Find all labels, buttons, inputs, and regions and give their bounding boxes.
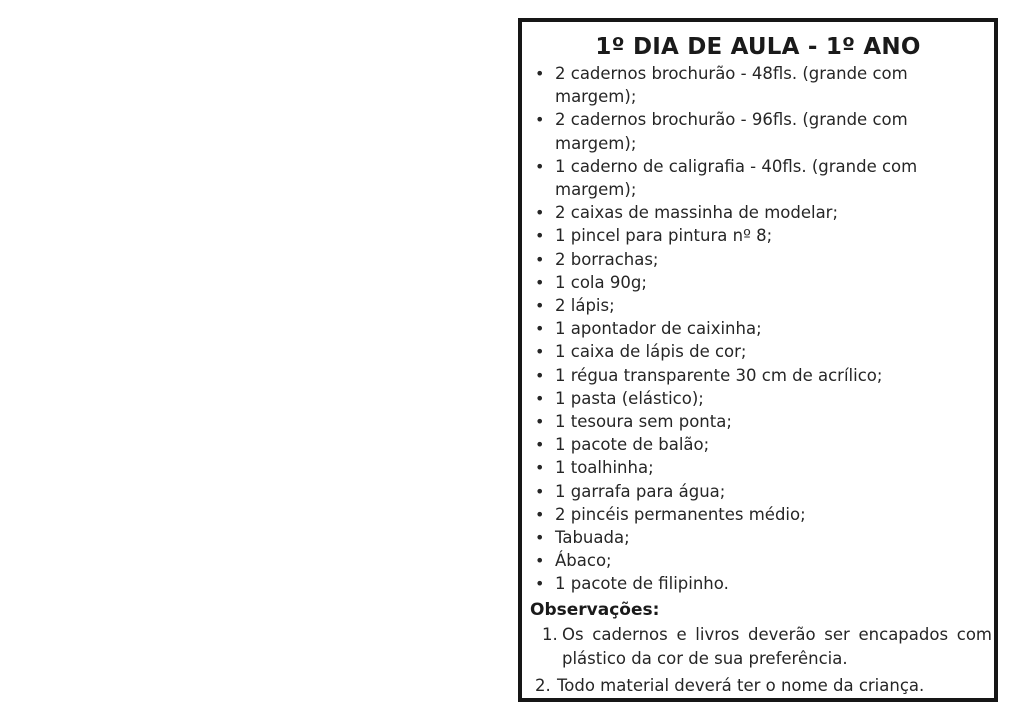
observations-list [530, 623, 992, 698]
list-item [532, 549, 984, 572]
list-item [532, 108, 984, 154]
list-item-text: 1 pacote de filipinho. [555, 574, 729, 594]
list-item [532, 387, 984, 410]
list-item-text: 2 cadernos brochurão - 96fls. (grande com margem); [555, 110, 908, 153]
bullet-icon: • [535, 481, 545, 501]
list-item-text: 1 pincel para pintura nº 8; [555, 226, 773, 246]
bullet-icon: • [535, 528, 545, 548]
page-title: 1º DIA DE AULA - 1º ANO [595, 34, 921, 60]
list-item-text: 1 toalhinha; [555, 458, 654, 478]
list-item-text: 2 cadernos brochurão - 48fls. (grande com margem); [555, 64, 908, 107]
list-item [532, 503, 984, 526]
list-item [532, 364, 984, 387]
observation-number: 2. [535, 676, 551, 695]
list-item-text: 1 caderno de caligrafia - 40fls. (grande com margem); [555, 156, 918, 200]
observation-item [530, 674, 992, 698]
bullet-icon: • [535, 551, 545, 571]
supply-list [532, 62, 984, 596]
bullet-icon: • [535, 296, 545, 316]
list-item [532, 271, 984, 294]
observations-heading: Observações: [530, 600, 660, 620]
bullet-icon: • [535, 64, 545, 83]
observation-number: 1. [542, 625, 558, 644]
list-item [532, 340, 984, 363]
list-item [532, 62, 984, 108]
list-item-text: 1 tesoura sem ponta; [555, 412, 732, 432]
list-item [532, 433, 984, 456]
list-item-text: Tabuada; [555, 528, 630, 548]
bullet-icon: • [535, 342, 545, 362]
bullet-icon: • [535, 110, 545, 130]
list-item [532, 294, 984, 317]
list-item-text: 2 caixas de massinha de modelar; [555, 203, 839, 223]
list-item-text: 1 garrafa para água; [555, 481, 726, 501]
list-item [532, 317, 984, 340]
list-item-text: Ábaco; [555, 551, 612, 571]
bullet-icon: • [535, 156, 545, 176]
list-item-text: 1 cola 90g; [555, 272, 647, 292]
list-item-text: 2 lápis; [555, 296, 615, 316]
bullet-icon: • [535, 458, 545, 478]
bullet-icon: • [535, 249, 545, 269]
observation-text: Os cadernos e livros deverão ser encapados com plástico da cor de sua preferência. [562, 625, 992, 668]
bullet-icon: • [535, 272, 545, 292]
bullet-icon: • [535, 203, 545, 223]
school-supply-list-card [518, 18, 998, 702]
bullet-icon: • [535, 435, 545, 455]
list-item [532, 410, 984, 433]
bullet-icon: • [535, 504, 545, 524]
list-item-text: 1 régua transparente 30 cm de acrílico; [555, 365, 883, 385]
bullet-icon: • [535, 574, 545, 594]
list-item-text: 2 borrachas; [555, 249, 659, 269]
list-item [532, 201, 984, 224]
list-item-text: 2 pincéis permanentes médio; [555, 504, 806, 524]
list-item [532, 155, 984, 201]
observation-text: Todo material deverá ter o nome da criança. [557, 676, 925, 695]
bullet-icon: • [535, 388, 545, 408]
list-item-text: 1 pasta (elástico); [555, 388, 704, 408]
bullet-icon: • [535, 319, 545, 339]
bullet-icon: • [535, 365, 545, 385]
list-item-text: 1 apontador de caixinha; [555, 319, 762, 339]
bullet-icon: • [535, 412, 545, 432]
list-item-text: 1 pacote de balão; [555, 435, 710, 455]
bullet-icon: • [535, 226, 545, 246]
list-item [532, 480, 984, 503]
list-item [532, 456, 984, 479]
list-item [532, 572, 984, 595]
observation-item [530, 623, 992, 671]
list-item [532, 248, 984, 271]
list-item-text: 1 caixa de lápis de cor; [555, 342, 747, 362]
list-item [532, 526, 984, 549]
list-item [532, 224, 984, 247]
